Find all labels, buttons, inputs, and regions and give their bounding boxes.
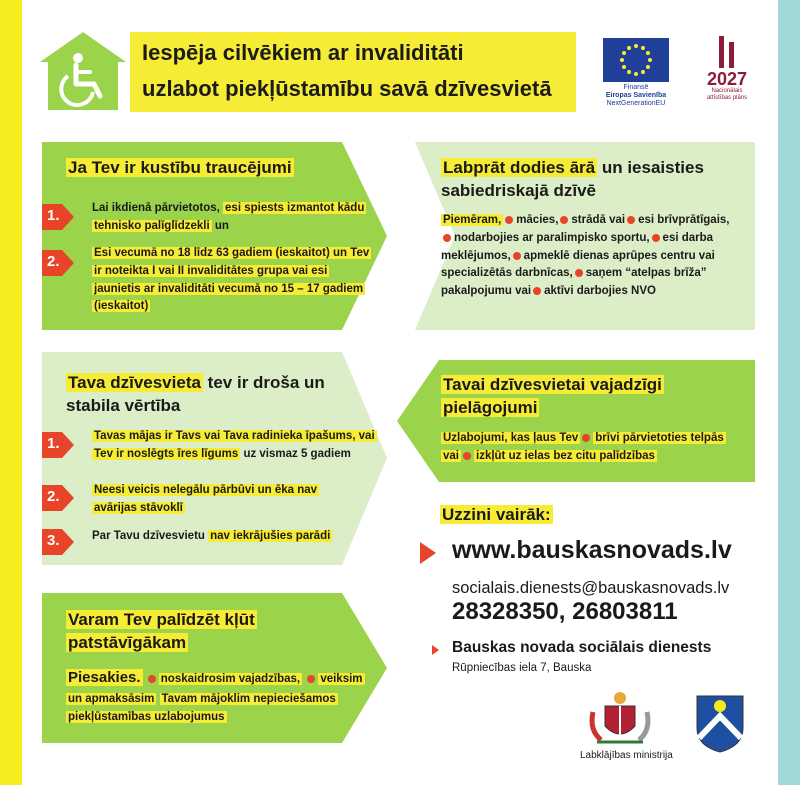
panel5-text: noskaidrosim vajadzības, (160, 673, 301, 685)
nap-bars-icon (692, 36, 762, 70)
organization-name: Bauskas novada sociālais dienests (452, 639, 712, 656)
learn-more-label (440, 505, 553, 525)
panel5-heading: Varam Tev palīdzēt kļūt patstāvīgākam (68, 610, 255, 652)
bullet-dot (148, 675, 156, 683)
number-1: 1. (47, 435, 60, 452)
title-banner (130, 32, 576, 112)
panel2-heading-highlight: Labprāt dodies ārā (443, 158, 596, 177)
panel3-item1-highlight: Tavas mājas ir Tavs vai Tava radinieka īpašums, vai Tev ir noslēgts īres līgums (94, 430, 375, 460)
number-badge-2 (42, 250, 74, 276)
number-badge-2 (42, 485, 74, 511)
panel3-heading: tev ir droša un stabila vērtība (66, 373, 325, 415)
bullet-dot (582, 434, 590, 442)
panel5-text: veiksim un apmaksāsim (68, 673, 363, 705)
panel2-item: esi brīvprātīgais, (638, 214, 730, 226)
number-badge-1 (42, 204, 74, 230)
panel4-text: Uzlabojumi, kas ļaus Tev (443, 432, 579, 444)
page-subtitle: uzlabot piekļūstamību savā dzīvesvietā (142, 76, 552, 101)
ministry-label: Labklājības ministrija (580, 750, 673, 761)
panel3-heading-highlight: Tava dzīvesvieta (68, 373, 201, 392)
panel5-text: Tavam mājoklim nepieciešamos piekļūstamības uzlabojumus (68, 693, 336, 724)
panel1-item2-text: Esi vecumā no 18 līdz 63 gadiem (ieskaitot) un Tev ir noteikta I vai II invaliditātes grupa vai esi jaunietis ar invaliditāti vecumā no 15 – 17 gadiem (ieskaitot) (94, 247, 370, 313)
number-3: 3. (47, 532, 60, 549)
panel5-apply: Piesakies. (68, 669, 141, 686)
bullet-dot (443, 234, 451, 242)
panel2-heading: un iesaisties sabiedriskajā dzīvē (441, 158, 704, 200)
panel3-item1-text: uz vismaz 5 gadiem (243, 447, 351, 460)
latvia-coat-of-arms-icon (585, 690, 655, 746)
number-1: 1. (47, 207, 60, 224)
number-badge-3 (42, 529, 74, 555)
panel1-item1-highlight: esi spiests izmantot kādu tehnisko palīglīdzekli (94, 202, 365, 232)
panel1-item1-end: un (214, 219, 229, 232)
panel3-item3-text: Par Tavu dzīvesvietu (92, 530, 205, 542)
panel-residence (42, 352, 387, 565)
eu-label-1: Finansē (623, 84, 649, 91)
number-badge-1 (42, 432, 74, 458)
panel2-item: saņem “atelpas brīža” pakalpojumu vai (441, 267, 707, 298)
panel2-item: apmeklē dienas aprūpes centru vai specializētās darbnīcas, (441, 249, 715, 280)
panel2-item: aktīvi darbojies NVO (544, 285, 656, 298)
house-wheelchair-icon (38, 30, 128, 112)
bullet-dot (505, 216, 513, 224)
bauska-coat-of-arms-icon (695, 694, 745, 754)
arrow-right-icon (420, 542, 436, 564)
page-title: Iespēja cilvēkiem ar invaliditāti (142, 40, 464, 65)
eu-flag-icon (603, 38, 669, 82)
bullet-dot (307, 675, 315, 683)
panel2-item: strādā vai (571, 214, 626, 226)
left-stripe (0, 0, 22, 785)
panel-social-life (415, 142, 755, 330)
organization-address: Rūpniecības iela 7, Bauska (452, 662, 592, 674)
bullet-dot (575, 269, 583, 277)
right-stripe (778, 0, 800, 785)
panel3-item3-highlight: nav iekrājušies parādi (210, 530, 331, 542)
panel-adjustments (397, 360, 755, 482)
bullet-dot (560, 216, 568, 224)
bullet-dot (463, 452, 471, 460)
panel1-heading: Ja Tev ir kustību traucējumi (68, 158, 292, 177)
arrow-right-icon (432, 645, 439, 655)
website-link[interactable]: www.bauskasnovads.lv (452, 536, 732, 564)
panel2-example-label: Piemēram, (443, 214, 502, 226)
panel2-item: mācies, (516, 214, 559, 226)
panel4-text: brīvi pārvietoties telpās vai (443, 432, 724, 462)
bullet-dot (533, 287, 541, 295)
panel-mobility (42, 142, 387, 330)
bullet-dot (627, 216, 635, 224)
nap-logo (692, 36, 762, 101)
panel2-item: esi darba meklējumos, (441, 231, 714, 262)
panel2-item: nodarbojies ar paralimpisko sportu, (454, 231, 650, 244)
number-2: 2. (47, 253, 60, 270)
panel3-item2-text: Neesi veicis nelegālu pārbūvi un ēka nav avārijas stāvoklī (94, 484, 318, 514)
phone-numbers: 28328350, 26803811 (452, 598, 678, 625)
learn-more-text: Uzzini vairāk: (442, 505, 551, 524)
eu-label-2: Eiropas Savienība (605, 92, 667, 100)
panel-help (42, 593, 387, 743)
number-2: 2. (47, 488, 60, 505)
eu-logo (600, 38, 672, 108)
nap-label-1: Nacionālais (711, 88, 743, 94)
nap-year: 2027 (706, 69, 748, 89)
nap-label-2: attīstības plāns (706, 94, 748, 101)
panel1-item1-text: Lai ikdienā pārvietotos, (92, 202, 220, 214)
eu-label-3: NextGenerationEU (606, 100, 666, 108)
panel4-heading: Tavai dzīvesvietai vajadzīgi pielāgojumi (443, 375, 662, 417)
panel4-text: izkļūt uz ielas bez citu palīdzības (476, 449, 655, 462)
email-link[interactable]: socialais.dienests@bauskasnovads.lv (452, 579, 730, 597)
bullet-dot (513, 252, 521, 260)
bullet-dot (652, 234, 660, 242)
